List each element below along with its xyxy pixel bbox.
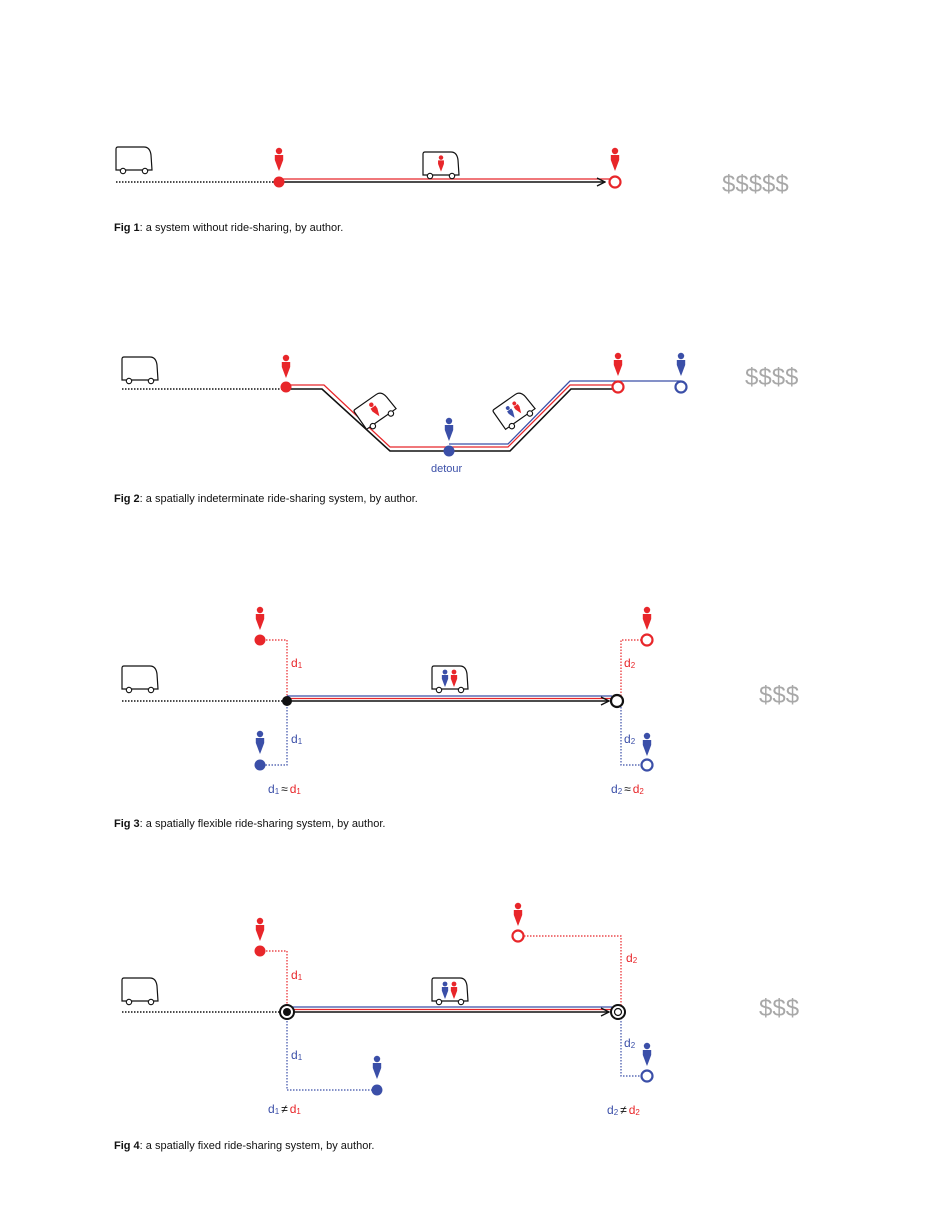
dropoff-stop-icon	[611, 695, 623, 707]
d1-blue-label: d1	[291, 1048, 303, 1062]
dropoff-stop-icon	[676, 382, 687, 393]
person-icon	[282, 355, 290, 378]
dropoff-stop-icon	[613, 382, 624, 393]
person-icon	[445, 418, 453, 441]
d2-blue-label: d2	[624, 732, 636, 746]
van-icon	[353, 390, 398, 433]
person-icon	[643, 607, 651, 630]
caption-label: Fig 1	[114, 222, 140, 234]
dropoff-stop-icon	[610, 177, 621, 188]
dropoff-stop-core	[615, 1009, 622, 1016]
van-icon	[122, 357, 158, 384]
d2-relation: d2 ≈ d2	[611, 782, 644, 796]
person-icon	[256, 918, 264, 941]
figure-3-caption	[114, 818, 385, 830]
red-egress-path	[617, 640, 647, 701]
person-icon	[256, 731, 264, 754]
d2-red-label: d2	[626, 951, 638, 965]
figure-2	[122, 353, 798, 475]
pickup-stop-icon	[255, 760, 266, 771]
person-icon	[256, 607, 264, 630]
pickup-stop-icon	[281, 382, 292, 393]
red-access-path	[260, 951, 287, 1012]
caption-text: : a system without ride-sharing, by author.	[139, 222, 344, 234]
pickup-stop-icon	[274, 177, 285, 188]
figure-2-caption	[114, 493, 418, 505]
pickup-stop-icon	[282, 696, 292, 706]
caption-text: : a spatially fixed ride-sharing system, by author.	[139, 1140, 375, 1152]
van-icon	[432, 978, 468, 1005]
figure-4	[122, 903, 799, 1117]
d2-red-label: d2	[624, 656, 636, 670]
d1-red-label: d1	[291, 968, 303, 982]
person-icon	[275, 148, 283, 171]
van-icon	[116, 147, 152, 174]
price-label: $$$$	[745, 364, 799, 391]
d2-blue-label: d2	[624, 1036, 636, 1050]
detour-label: detour	[431, 463, 463, 475]
person-icon	[643, 1043, 651, 1066]
caption-text: : a spatially flexible ride-sharing system, by author.	[139, 818, 386, 830]
person-icon	[611, 148, 619, 171]
blue-access-path	[287, 1012, 377, 1090]
van-icon	[492, 390, 537, 433]
dropoff-stop-icon	[642, 1071, 653, 1082]
caption-text: : a spatially indeterminate ride-sharing system, by author.	[139, 493, 418, 505]
person-icon	[677, 353, 685, 376]
d1-red-label: d1	[291, 656, 303, 670]
van-icon	[122, 978, 158, 1005]
person-icon	[643, 733, 651, 756]
van-icon	[423, 152, 459, 179]
pickup-stop-icon	[444, 446, 455, 457]
person-icon	[514, 903, 522, 926]
d1-relation: d1 ≠ d1	[268, 1102, 301, 1116]
person-icon	[614, 353, 622, 376]
d1-blue-label: d1	[291, 732, 303, 746]
price-label: $$$	[759, 995, 800, 1022]
blue-access-path	[260, 701, 287, 765]
caption-label: Fig 2	[114, 493, 140, 505]
caption-label: Fig 3	[114, 818, 140, 830]
price-label: $$$	[759, 682, 800, 709]
red-access-path	[260, 640, 287, 701]
dropoff-stop-icon	[642, 760, 653, 771]
price-label: $$$$$	[722, 171, 789, 198]
pickup-stop-icon	[372, 1085, 383, 1096]
d2-relation: d2 ≠ d2	[607, 1103, 640, 1117]
van-icon	[432, 666, 468, 693]
pickup-stop-icon	[255, 635, 266, 646]
figure-1	[116, 147, 789, 198]
d1-relation: d1 ≈ d1	[268, 782, 301, 796]
red-passenger-route	[286, 385, 618, 447]
red-egress-path	[518, 936, 621, 1012]
dropoff-stop-icon	[513, 931, 524, 942]
caption-label: Fig 4	[114, 1140, 140, 1152]
van-icon	[122, 666, 158, 693]
dropoff-stop-icon	[642, 635, 653, 646]
pickup-stop-core	[283, 1008, 291, 1016]
figure-3	[122, 607, 799, 796]
figure-1-caption	[114, 222, 343, 234]
figure-4-caption	[114, 1140, 374, 1152]
pickup-stop-icon	[255, 946, 266, 957]
person-icon	[373, 1056, 381, 1079]
